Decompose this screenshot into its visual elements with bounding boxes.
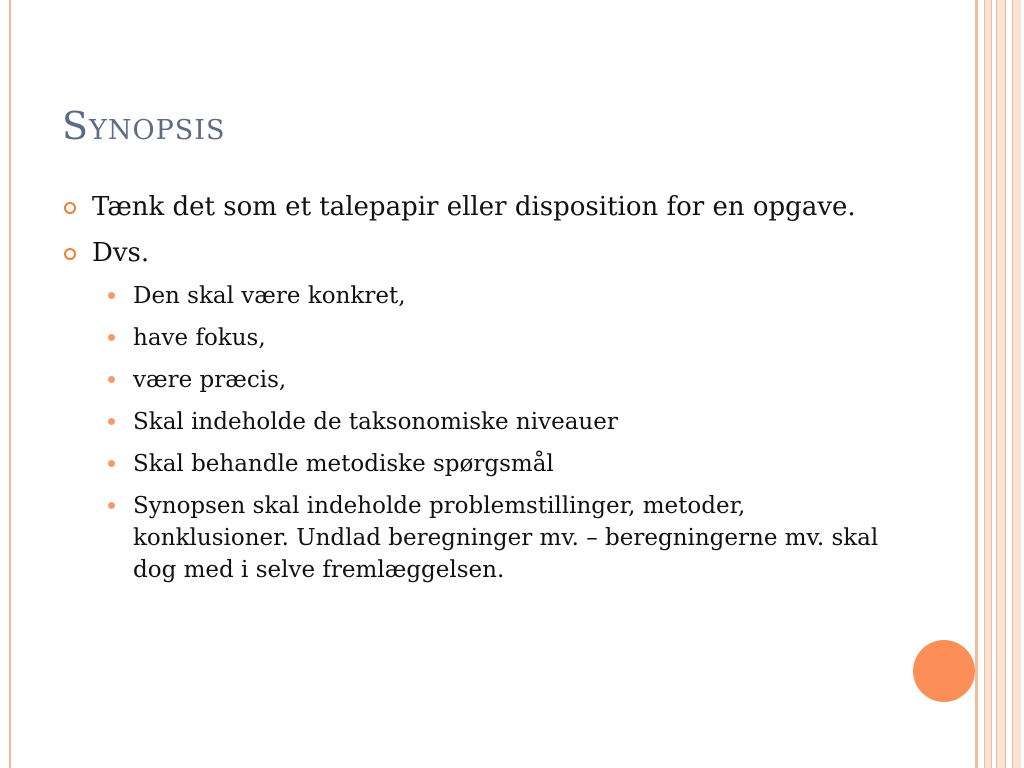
sub-bullet-list — [64, 280, 894, 586]
bullet-item — [64, 188, 894, 226]
sub-bullet-text: Skal behandle metodiske spørgsmål — [133, 451, 554, 477]
dot-bullet-icon — [108, 418, 115, 425]
sub-bullet-item — [105, 448, 894, 480]
sub-bullet-text: Skal indeholde de taksonomiske niveauer — [133, 409, 618, 435]
bullet-text: Dvs. — [92, 238, 150, 268]
dot-bullet-icon — [108, 376, 115, 383]
bullet-item — [64, 234, 894, 272]
dot-bullet-icon — [108, 292, 115, 299]
decor-stripe — [996, 0, 1006, 768]
dot-bullet-icon — [108, 502, 115, 509]
decor-stripe — [975, 0, 978, 768]
ring-bullet-icon — [64, 202, 76, 214]
dot-bullet-icon — [108, 460, 115, 467]
left-border-line — [9, 0, 11, 768]
sub-bullet-text: Synopsen skal indeholde problemstillinger, metoder, konklusioner. Undlad beregninger mv. – beregningerne mv. skal dog med i selve fremlæggelsen. — [133, 493, 879, 583]
sub-bullet-item — [105, 322, 894, 354]
sub-bullet-text: have fokus, — [133, 325, 266, 351]
sub-bullet-text: være præcis, — [133, 367, 287, 393]
dot-bullet-icon — [108, 334, 115, 341]
sub-bullet-item — [105, 490, 894, 586]
bullet-text: Tænk det som et talepapir eller disposition for en opgave. — [92, 192, 856, 222]
ring-bullet-icon — [64, 248, 76, 260]
slide-title: Synopsis — [62, 104, 226, 148]
sub-bullet-item — [105, 364, 894, 396]
sub-bullet-item — [105, 280, 894, 312]
decor-stripe — [984, 0, 992, 768]
slide-content — [64, 188, 894, 596]
sub-bullet-item — [105, 406, 894, 438]
sub-bullet-text: Den skal være konkret, — [133, 283, 406, 309]
decor-circle — [913, 640, 975, 702]
decor-stripe — [1012, 0, 1021, 768]
